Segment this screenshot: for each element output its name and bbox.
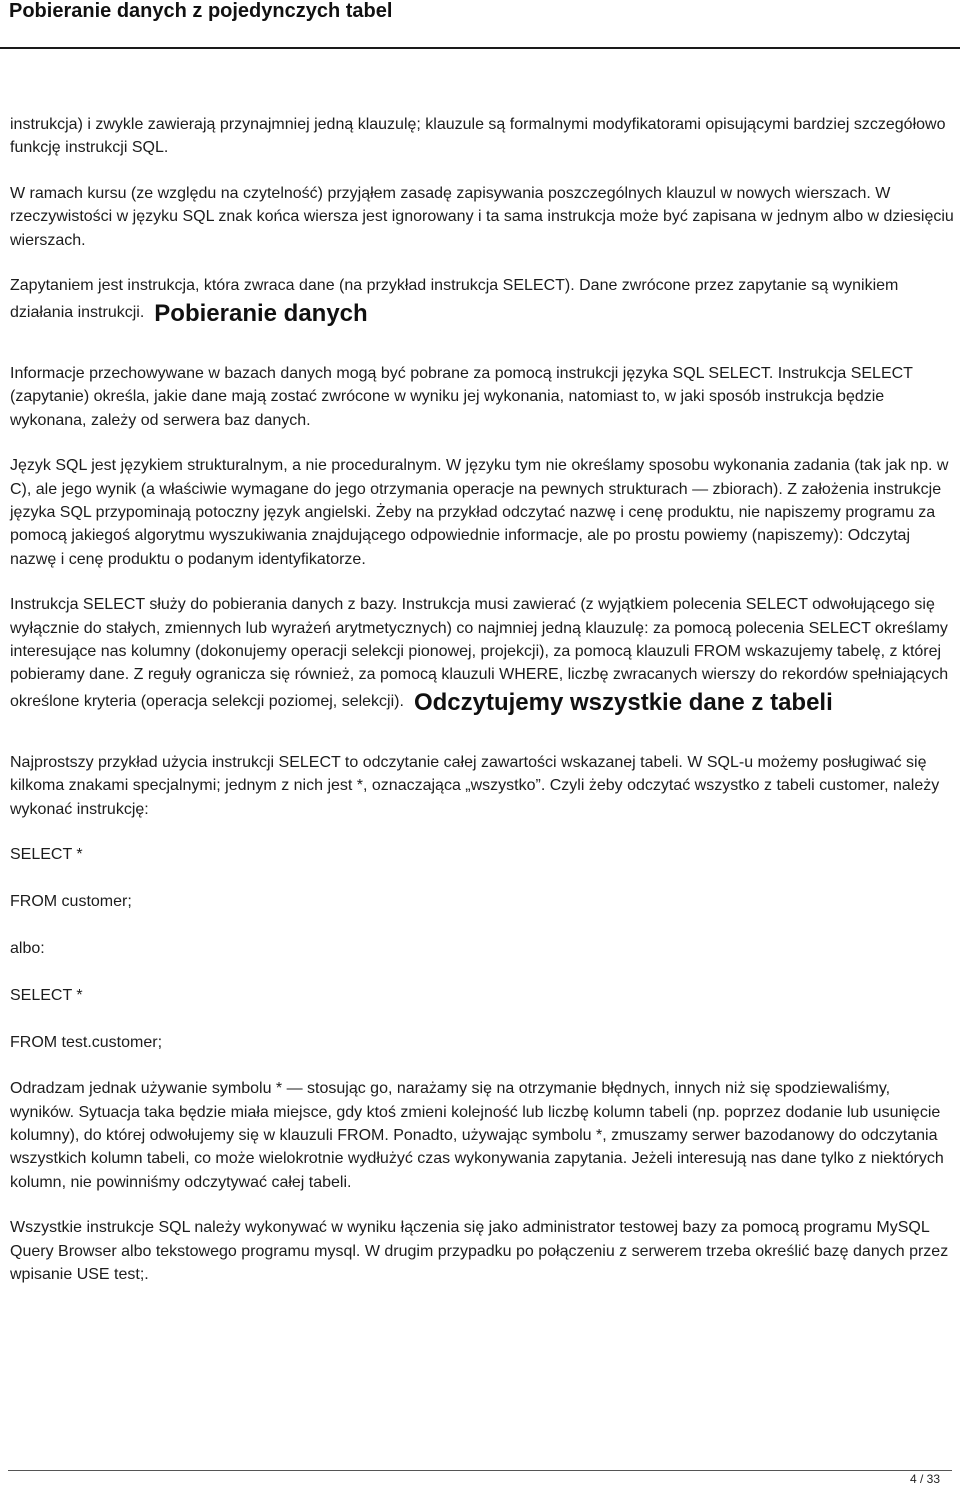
section-heading: Pobieranie danych <box>154 299 368 327</box>
section-heading: Odczytujemy wszystkie dane z tabeli <box>413 688 833 716</box>
paragraph: Wszystkie instrukcje SQL należy wykonywać w wyniku łączenia się jako administrator testowej bazy za pomocą programu MySQL Query Browser albo tekstowego programu mysql. W drugim przypadku po połączeniu z serwerem trzeba określić bazę danych przez wpisanie USE test;. <box>10 1219 949 1283</box>
spacer <box>10 713 955 751</box>
paragraph: W ramach kursu (ze względu na czytelność) przyjąłem zasadę zapisywania poszczególnych klauzul w nowych wierszach. W rzeczywistości w języku SQL znak końca wiersza jest ignorowany i ta sama instrukcja może być zapisana w jednym albo w dziesięciu wierszach. <box>10 185 954 249</box>
code-line: FROM test.customer; <box>10 1033 163 1051</box>
paragraph <box>10 593 955 716</box>
code-line: SELECT * <box>10 986 83 1004</box>
paragraph-text: Zapytaniem jest instrukcja, która zwraca dane (na przykład instrukcja SELECT). Dane zwrócone przez zapytanie są wynikiem działania instrukcji. <box>10 277 899 321</box>
paragraph: Język SQL jest językiem strukturalnym, a nie proceduralnym. W języku tym nie określamy sposobu wykonania zadania (tak jak np. w C), ale jego wynik (a właściwie wymagane do jego otrzymania operacje na pewnych strukturach — zbiorach). Z założenia instrukcje języka SQL przypominają potoczny język angielski. Żeby na przykład odczytać nazwę i cenę produktu, nie napiszemy programu za pomocą jakiegoś algorytmu wyszukiwania znajdującego odpowiednie informacje, ale po prostu powiemy (napiszemy): Odczytaj nazwę i cenę produktu o podanym identyfikatorze. <box>10 457 949 568</box>
document-body <box>10 113 955 1286</box>
document-title: Pobieranie danych z pojedynczych tabel <box>9 0 393 22</box>
paragraph: Informacje przechowywane w bazach danych mogą być pobrane za pomocą instrukcji języka SQL SELECT. Instrukcja SELECT (zapytanie) określa, jakie dane mają zostać zwrócone w wyniku jej wykonania, natomiast to, w jaki sposób instrukcja będzie wykonana, zależy od serwera baz danych. <box>10 365 913 429</box>
paragraph <box>10 274 955 327</box>
paragraph-text: Instrukcja SELECT służy do pobierania danych z bazy. Instrukcja musi zawierać (z wyjątkiem polecenia SELECT odwołującego się wyłącznie do stałych, zmiennych lub wyrażeń arytmetycznych) co najmniej jedną klauzulę: za pomocą polecenia SELECT określamy interesujące nas kolumny (dokonujemy operacji selekcji pionowej, projekcji), za pomocą klauzuli FROM wskazujemy tabelę, z której pobieramy dane. Z reguły ogranicza się również, za pomocą klauzuli WHERE, liczbę zwracanych wierszy do rekordów spełniających określone kryteria (operacja selekcji poziomej, selekcji). <box>10 596 949 710</box>
paragraph: instrukcja) i zwykle zawierają przynajmniej jedną klauzulę; klauzule są formalnymi modyfikatorami opisującymi bardziej szczegółowo funkcję instrukcji SQL. <box>10 116 946 157</box>
page-header <box>0 0 960 49</box>
footer-divider <box>8 1470 952 1471</box>
paragraph: Najprostszy przykład użycia instrukcji SELECT to odczytanie całej zawartości wskazanej tabeli. W SQL-u możemy posługiwać się kilkoma znakami specjalnymi; jednym z nich jest *, oznaczająca „wszystko”. Czyli żeby odczytać wszystko z tabeli customer, należy wykonać instrukcję: <box>10 753 940 818</box>
code-line: SELECT * <box>10 846 83 864</box>
page-number: 4 / 33 <box>909 1472 940 1486</box>
code-line: FROM customer; <box>10 893 132 911</box>
paragraph: Odradzam jednak używanie symbolu * — stosując go, narażamy się na otrzymanie błędnych, innych niż się spodziewaliśmy, wyników. Sytuacja taka będzie miała miejsce, gdy ktoś zmieni kolejność lub liczbę kolumn tabeli (np. poprzez dodanie lub usunięcie kolumny), do której odwołujemy się w klauzuli FROM. Ponadto, używając symbolu *, zmuszamy serwer bazodanowy do odczytania wszystkich kolumn tabeli, co może wielokrotnie wydłużyć czas wykonywania zapytania. Jeżeli interesują nas dane tylko z niektórych kolumn, nie powinniśmy odczytywać całej tabeli. <box>10 1080 944 1191</box>
code-line: albo: <box>10 939 45 957</box>
spacer <box>10 324 955 362</box>
